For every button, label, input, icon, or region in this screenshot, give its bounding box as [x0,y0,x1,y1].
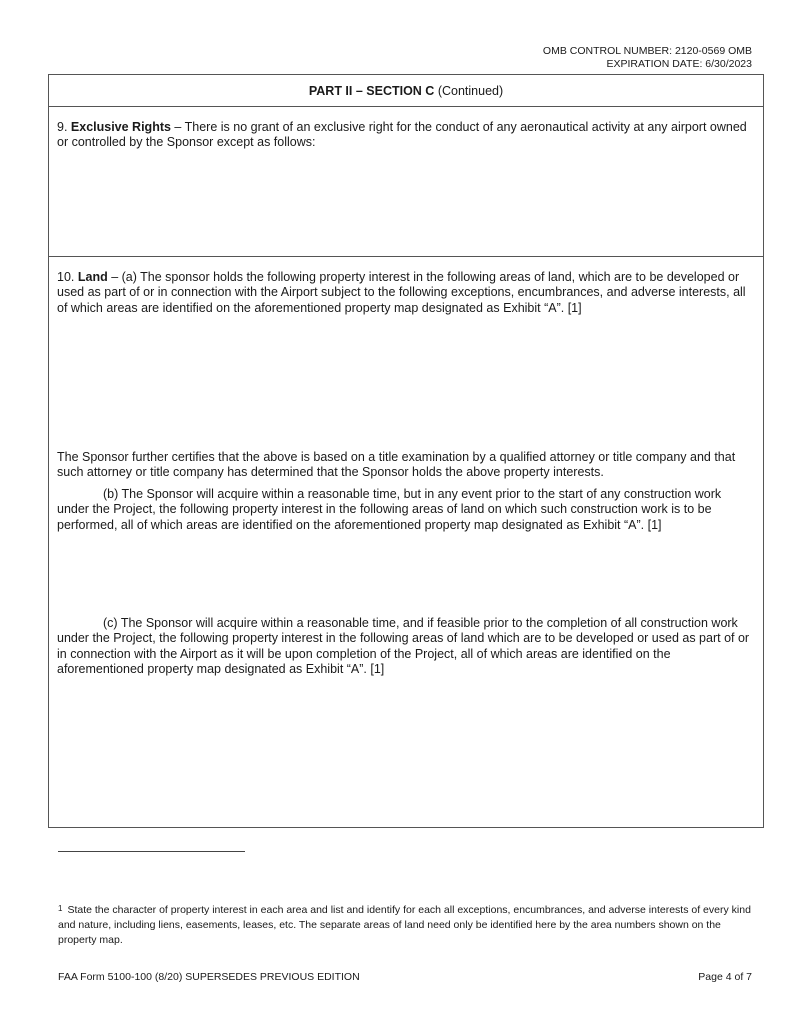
land-text-a: 10. Land – (a) The sponsor holds the following property interest in the following areas of land, which are to be developed or used as part of or in connection with the Airport subject to the following exceptions, encumbrances, and adverse interests, all of which areas are identified on the aforementioned property map designated as Exhibit “A”. [1] [57,270,746,315]
land-text-c: (c) The Sponsor will acquire within a reasonable time, and if feasible prior to the completion of all construction work under the Project, the following property interest in the following areas of land which are to be developed or used as part of or in connection with the Airport as it will be upon completion of the Project, all of which areas are identified on the aforementioned property map designated as Exhibit “A”. [1] [57,616,750,677]
expiration-date: EXPIRATION DATE: 6/30/2023 [606,57,752,70]
exclusive-rights-heading: Exclusive Rights [70,120,171,134]
section-title [49,75,763,107]
footnote-divider [58,851,245,852]
land-text-b: (b) The Sponsor will acquire within a reasonable time, but in any event prior to the start of any construction work under the Project, the following property interest in the following areas of land on which such construction work is to be performed, all of which areas are identified on the aforementioned property map designated as Exhibit “A”. [1] [57,487,722,532]
page-footer [58,971,752,983]
form-section-frame [48,74,764,828]
section-title-rest: (Continued) [434,84,504,98]
land-section [49,257,763,827]
land-heading: Land [77,270,108,284]
omb-control-number: OMB CONTROL NUMBER: 2120-0569 OMB [542,45,752,57]
section-title-bold: PART II – SECTION C [308,84,435,98]
land-certification: The Sponsor further certifies that the above is based on a title examination by a qualified attorney or title company and that such attorney or title company has determined that the Sponsor holds the above property interests. [57,450,736,480]
footnote-marker: 1 [58,904,63,913]
exclusive-rights-field[interactable] [49,107,763,257]
form-edition: FAA Form 5100-100 (8/20) SUPERSEDES PREVIOUS EDITION [58,971,360,983]
omb-header [543,45,752,70]
page-number: Page 4 of 7 [698,971,752,983]
exclusive-rights-text: 9. Exclusive Rights – There is no grant of an exclusive right for the conduct of any aeronautical activity at any airport owned or controlled by the Sponsor except as follows: [57,120,747,150]
footnote-text: State the character of property interest in each area and list and identify for each all exceptions, encumbrances, and adverse interests of every kind and nature, including liens, easements, leases, etc. The separate areas of land need only be identified here by the area numbers shown on the property map. [58,904,751,947]
footnote [58,903,753,949]
